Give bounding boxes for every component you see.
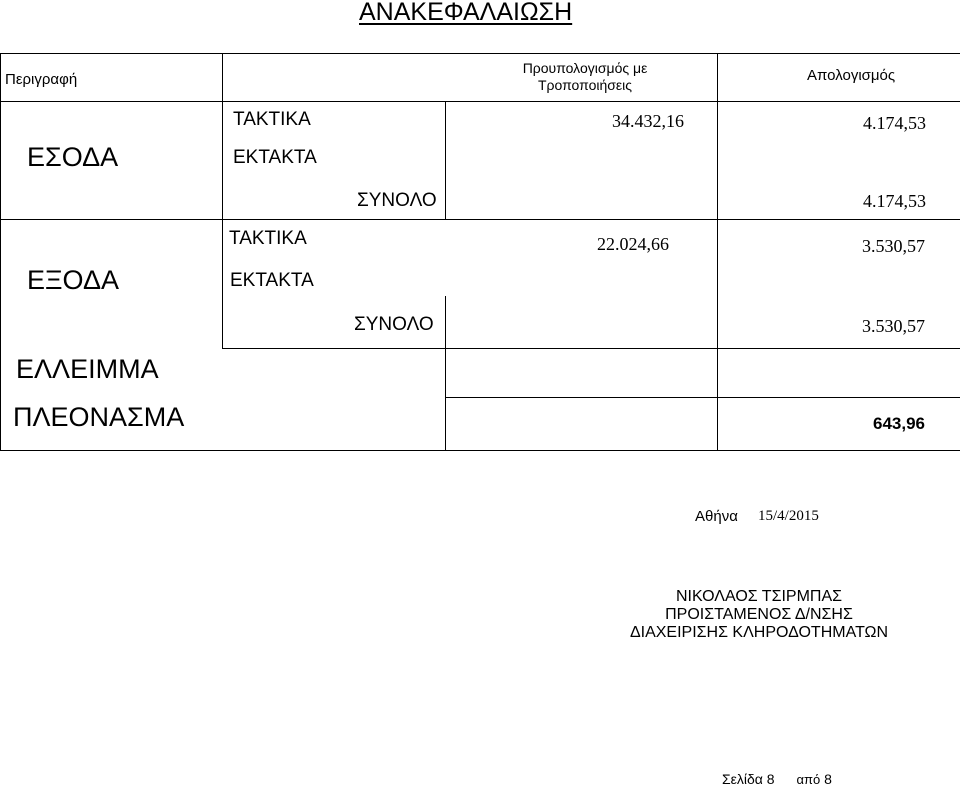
table-divider-desc (222, 53, 223, 349)
table-border-bottom (0, 450, 960, 451)
table-divider-budget-left-2 (445, 296, 446, 451)
expenses-extra-label: ΕΚΤΑΚΤΑ (230, 270, 314, 291)
surplus-value: 643,96 (873, 414, 925, 433)
page-number: 8 (766, 771, 775, 787)
expenses-regular-label: ΤΑΚΤΙΚΑ (229, 228, 307, 249)
income-label: ΕΣΟΔΑ (27, 142, 119, 172)
header-budget (480, 60, 690, 94)
surplus-label: ΠΛΕΟΝΑΣΜΑ (13, 402, 185, 432)
deficit-label: ΕΛΛΕΙΜΜΑ (16, 354, 159, 384)
header-budget-line2: Τροποποιήσεις (537, 77, 633, 93)
table-divider-header (0, 101, 960, 102)
table-divider-income (0, 219, 960, 220)
expenses-regular-budget: 22.024,66 (597, 234, 669, 254)
expenses-label: ΕΞΟΔΑ (27, 265, 120, 295)
page-title: ΑΝΑΚΕΦΑΛΑΙΩΣΗ (359, 0, 573, 26)
expenses-total-actual: 3.530,57 (862, 316, 925, 336)
table-divider-expenses (222, 348, 960, 349)
header-description: Περιγραφή (5, 71, 78, 88)
table-divider-budget-left (445, 101, 446, 219)
table-border-top (0, 53, 960, 54)
expenses-regular-actual: 3.530,57 (862, 236, 925, 256)
signature-role-line2: ΔΙΑΧΕΙΡΙΣΗΣ ΚΛΗΡΟΔΟΤΗΜΑΤΩΝ (629, 624, 889, 641)
of-word: από (796, 772, 821, 787)
expenses-total-label: ΣΥΝΟΛΟ (354, 314, 434, 335)
signature-name: ΝΙΚΟΛΑΟΣ ΤΣΙΡΜΠΑΣ (675, 588, 843, 605)
table-border-left (0, 53, 1, 451)
page-footer (722, 771, 832, 787)
table-divider-budget-right (717, 53, 718, 451)
header-budget-line1: Προυπολογισμός με (522, 60, 648, 76)
income-regular-budget: 34.432,16 (612, 111, 684, 131)
date-value: 15/4/2015 (758, 508, 819, 524)
header-actual: Απολογισμός (807, 67, 896, 84)
place-label: Αθήνα (695, 508, 738, 525)
table-divider-deficit (445, 397, 960, 398)
income-total-actual: 4.174,53 (863, 191, 926, 211)
page-word: Σελίδα (722, 771, 763, 787)
signature-block (600, 588, 918, 642)
total-pages: 8 (824, 771, 832, 787)
income-regular-actual: 4.174,53 (863, 113, 926, 133)
income-regular-label: ΤΑΚΤΙΚΑ (233, 109, 311, 130)
income-extra-label: ΕΚΤΑΚΤΑ (233, 147, 317, 168)
signature-role-line1: ΠΡΟΙΣΤΑΜΕΝΟΣ Δ/ΝΣΗΣ (665, 606, 853, 623)
income-total-label: ΣΥΝΟΛΟ (357, 190, 437, 211)
